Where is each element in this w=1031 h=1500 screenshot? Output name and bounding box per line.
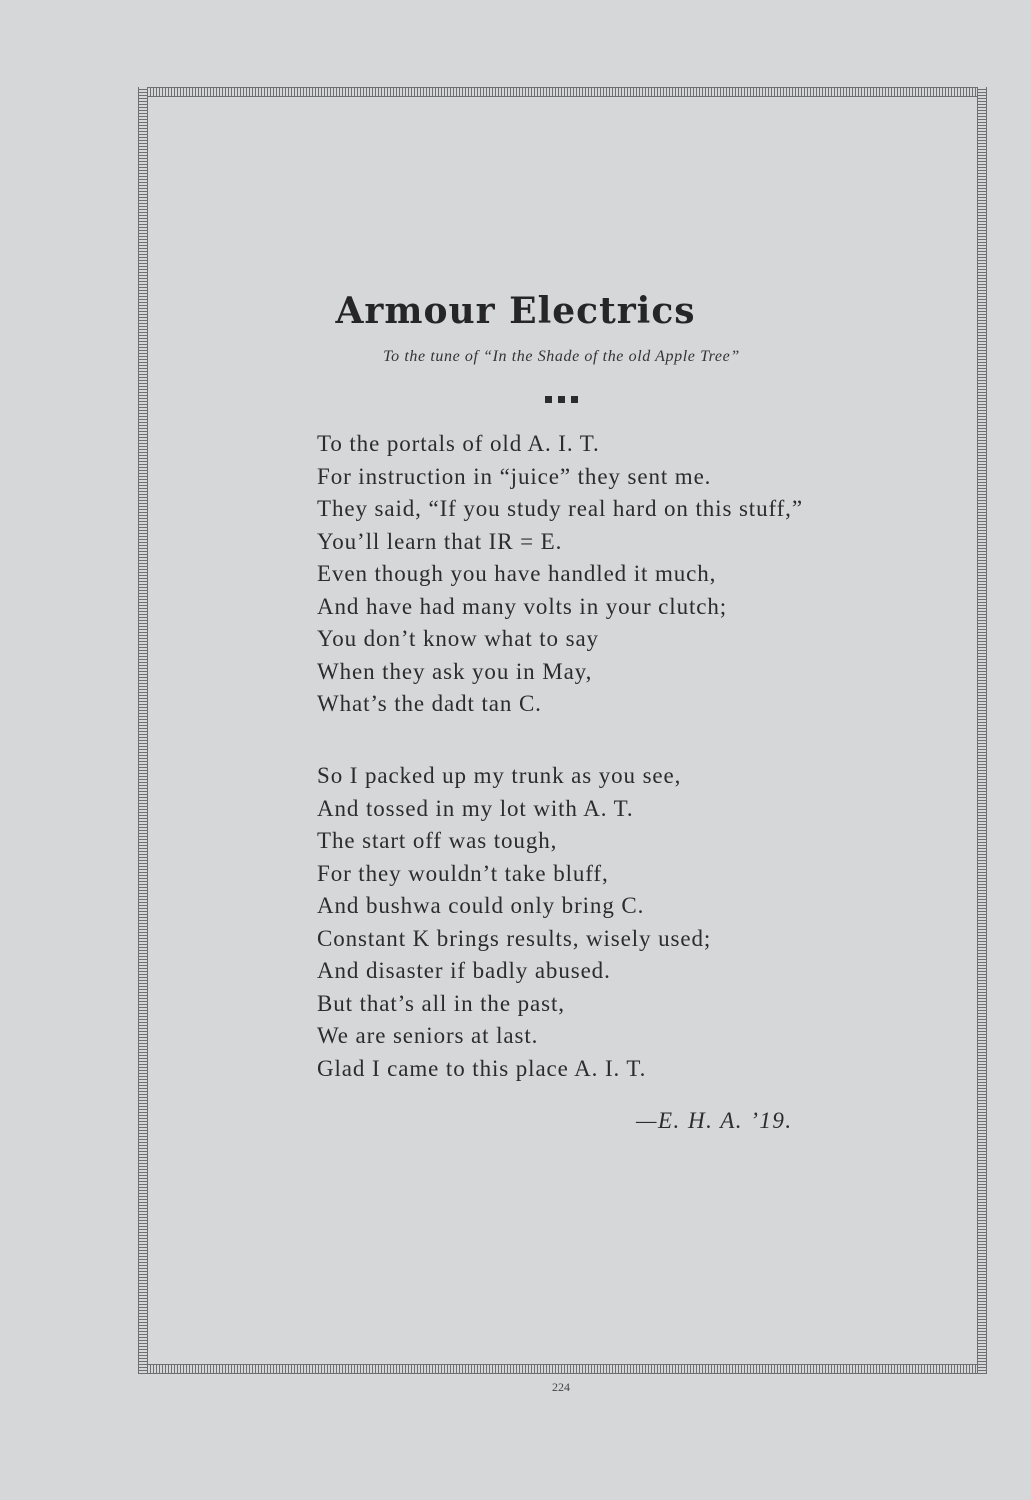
page-number: 224 <box>552 1380 570 1394</box>
border-left <box>138 87 148 1374</box>
border-bottom <box>138 1364 987 1374</box>
ornament-square <box>545 396 552 403</box>
ornament-square <box>558 396 565 403</box>
poem-line: Glad I came to this place A. I. T. <box>317 1055 647 1081</box>
poem-line: When they ask you in May, <box>317 658 593 684</box>
page-border <box>138 87 987 1374</box>
ornament-divider <box>545 396 578 403</box>
poem-line: And tossed in my lot with A. T. <box>317 795 634 821</box>
poem-line: You’ll learn that IR = E. <box>317 528 563 554</box>
poem-title: Armour Electrics <box>335 290 696 332</box>
poem-line: Constant K brings results, wisely used; <box>317 925 712 951</box>
poem-line: And bushwa could only bring C. <box>317 893 645 918</box>
poem-line: For they wouldn’t take bluff, <box>317 860 609 886</box>
stanza-1 <box>317 428 803 721</box>
poem-line: You don’t know what to say <box>317 626 599 651</box>
poem-line: For instruction in “juice” they sent me. <box>317 463 712 489</box>
poem-line: The start off was tough, <box>317 828 558 853</box>
poem-line: So I packed up my trunk as you see, <box>317 763 682 788</box>
ornament-square <box>571 396 578 403</box>
author-signature: —E. H. A. ’19. <box>636 1108 793 1133</box>
poem-line: What’s the dadt tan C. <box>317 691 542 716</box>
poem-line: Even though you have handled it much, <box>317 561 717 586</box>
poem-subtitle: To the tune of “In the Shade of the old Apple Tree” <box>383 348 740 365</box>
poem-line: And have had many volts in your clutch; <box>317 593 728 619</box>
border-top <box>138 87 987 97</box>
border-right <box>977 87 987 1374</box>
poem-line: They said, “If you study real hard on this stuff,” <box>317 496 803 521</box>
poem-line: We are seniors at last. <box>317 1023 539 1048</box>
stanza-2 <box>317 760 711 1085</box>
poem-line: But that’s all in the past, <box>317 990 565 1016</box>
poem-line: To the portals of old A. I. T. <box>317 431 600 456</box>
poem-line: And disaster if badly abused. <box>317 958 611 983</box>
